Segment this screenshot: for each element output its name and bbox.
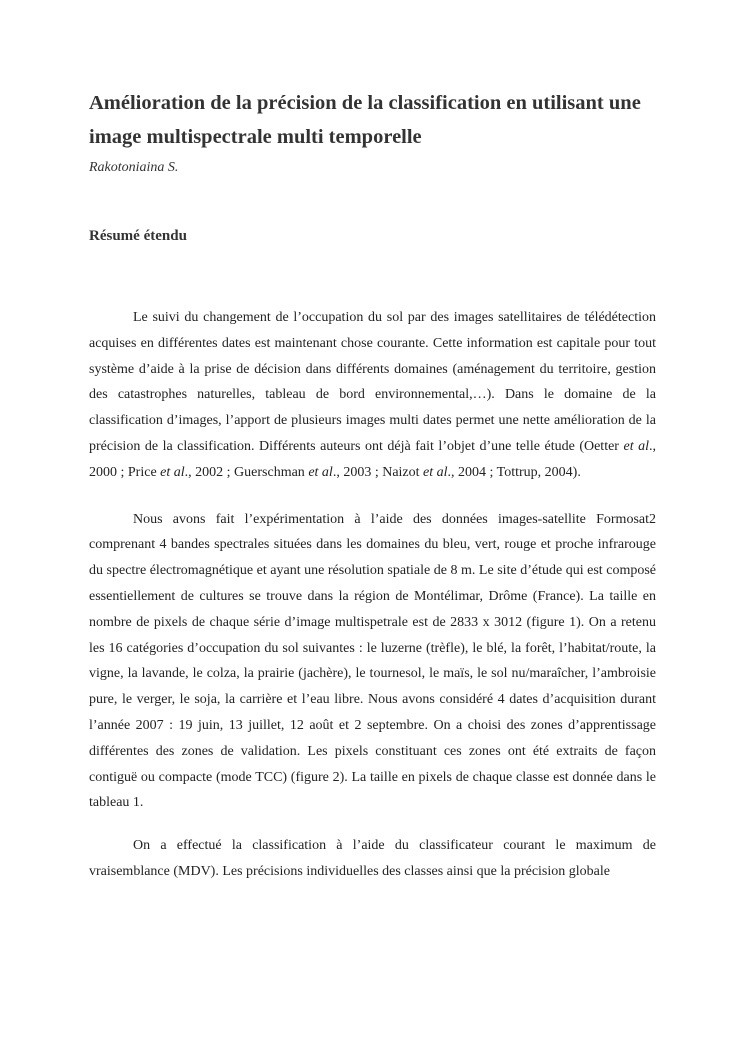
paragraph-1 [89,305,656,486]
p1-text-c: ., 2002 ; Guerschman [184,464,309,480]
author-name: Rakotoniaina S. [89,160,179,175]
p1-text-a: Le suivi du changement de l’occupation du sol par des images satellitaires de télédétection acquises en différentes dates est maintenant chose courante. Cette information est capitale pour tout système d’aide à la prise de décision dans différents domaines (aménagement du territoire, gestion des catastrophes naturelles, tableau de bord environnemental,…). Dans le domaine de la classification d’images, l’apport de plusieurs images multi dates permet une nette amélioration de la précision de la classification. Différents auteurs ont déjà fait l’objet d’une telle étude (Oetter [89,310,656,454]
document-page [89,86,656,885]
p1-text-b: ., 2000 ; Price [89,438,656,480]
paragraph-3: On a effectué la classification à l’aide du classificateur courant le maximum de vraisemblance (MDV). Les précisions individuelles des classes ainsi que la précision globale [89,838,656,879]
paragraph-2: Nous avons fait l’expérimentation à l’aide des données images-satellite Formosat2 comprenant 4 bandes spectrales situées dans les domaines du bleu, vert, rouge et proche infrarouge du spectre électromagnétique et ayant une résolution spatiale de 8 m. Le site d’étude qui est composé essentiellement de cultures se trouve dans la région de Montélimar, Drôme (France). La taille en nombre de pixels de chaque série d’image multispetrale est de 2833 x 3012 (figure 1). On a retenu les 16 catégories d’occupation du sol suivantes : le luzerne (trèfle), le blé, la forêt, l’habitat/route, la vigne, la lavande, le colza, la prairie (jachère), le tournesol, le maïs, le sol nu/maraîcher, l’ambroisie pure, le verger, le soja, la carrière et l’eau libre. Nous avons considéré 4 dates d’acquisition durant l’année 2007 : 19 juin, 13 juillet, 12 août et 2 septembre. On a choisi des zones d’apprentissage différentes des zones de validation. Les pixels constituant ces zones ont été extraits de façon contiguë ou compacte (mode TCC) (figure 2). La taille en pixels de chaque classe est donnée dans le tableau 1. [89,511,656,811]
p1-etal-3: et al [308,464,333,480]
section-heading: Résumé étendu [89,228,187,244]
p1-text-e: ., 2004 ; Tottrup, 2004). [447,464,581,480]
p1-etal-4: et al [423,464,448,480]
p1-etal-2: et al [160,464,185,480]
paper-title: Amélioration de la précision de la classification en utilisant une image multispectrale multi temporelle [89,92,641,148]
p1-text-d: ., 2003 ; Naizot [332,464,424,480]
p1-etal-1: et al [623,438,649,454]
